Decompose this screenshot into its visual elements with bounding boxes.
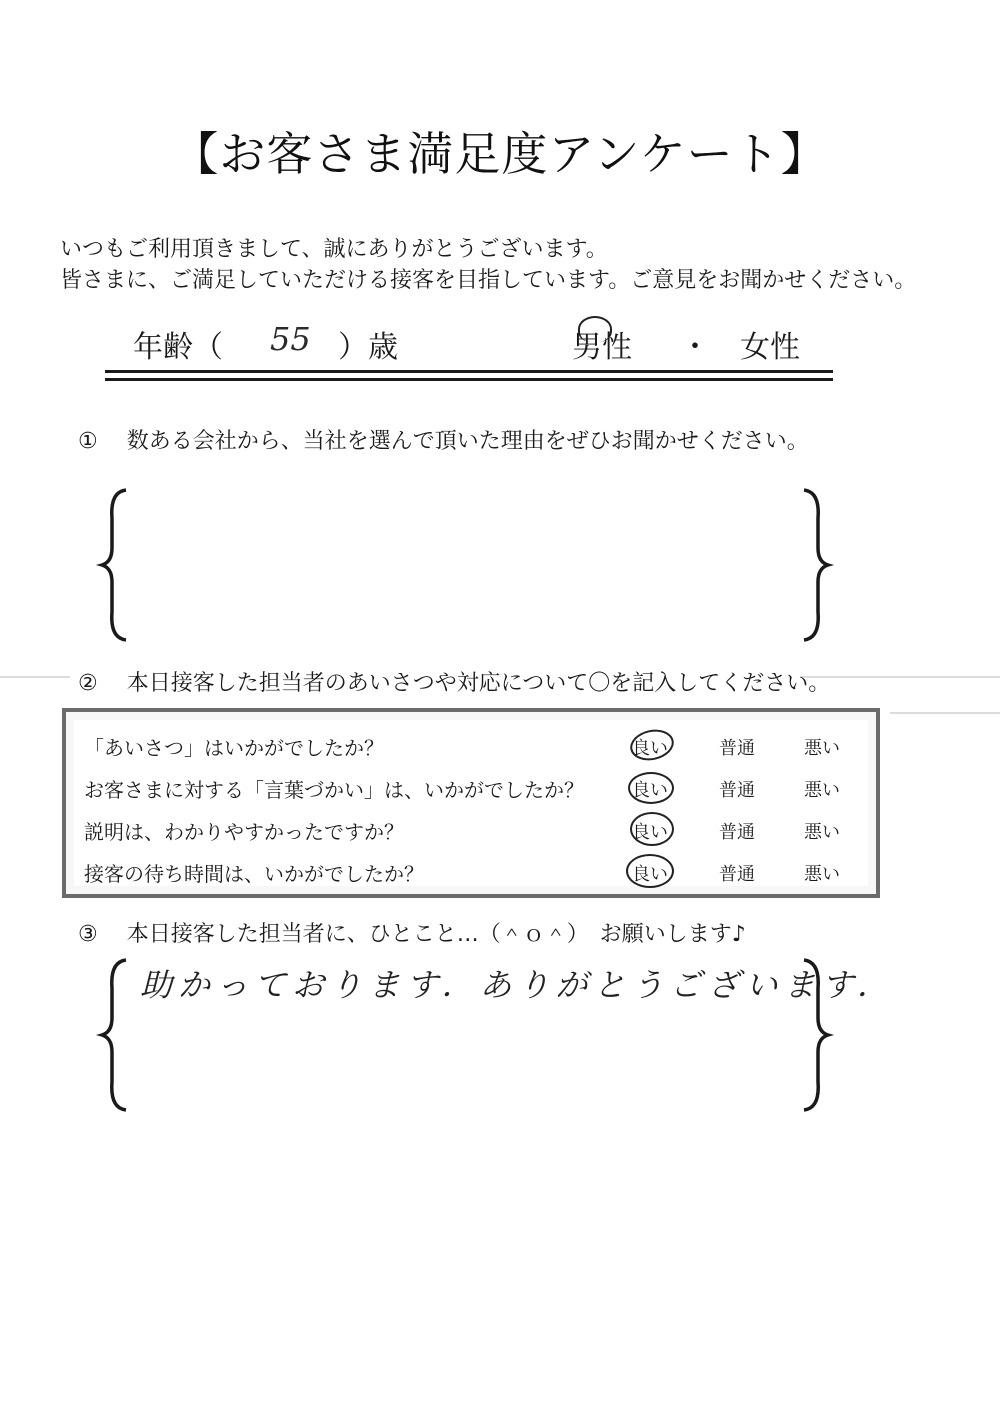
option-good[interactable]: 良い xyxy=(632,780,668,801)
selection-circle xyxy=(626,854,674,888)
intro-line-2: 皆さまに、ご満足していただける接客を目指しています。ご意見をお聞かせください。 xyxy=(60,268,917,293)
age-value[interactable]: 55 xyxy=(270,320,311,358)
option-average[interactable]: 普通 xyxy=(719,738,755,759)
survey-title: 【お客さま満足度アンケート】 xyxy=(172,127,828,181)
divider-rule-bottom xyxy=(105,378,833,381)
q3-prompt xyxy=(78,917,746,948)
option-good[interactable]: 良い xyxy=(632,864,668,885)
rating-table xyxy=(62,708,880,898)
q1-right-brace xyxy=(800,488,830,643)
rating-question: お客さまに対する「言葉づかい」は、いかがでしたか？ xyxy=(84,778,584,802)
rating-row xyxy=(74,768,868,808)
scan-artifact xyxy=(890,712,1000,714)
gender-separator: ・ xyxy=(680,330,710,365)
option-good[interactable]: 良い xyxy=(632,822,668,843)
age-label: 年齢（ xyxy=(133,330,223,365)
q2-number: ② xyxy=(78,671,98,696)
rating-question: 説明は、わかりやすかったですか？ xyxy=(84,820,404,844)
q2-prompt xyxy=(78,666,830,697)
q3-left-brace xyxy=(100,958,130,1113)
q1-prompt xyxy=(78,424,809,455)
selection-circle xyxy=(630,812,674,846)
selection-circle xyxy=(628,772,674,804)
q3-handwritten-answer[interactable]: 助かっております．ありがとうございます． xyxy=(140,966,895,1004)
q2-text: 本日接客した担当者のあいさつや対応について〇を記入してください。 xyxy=(126,671,831,696)
option-bad[interactable]: 悪い xyxy=(804,780,840,801)
option-bad[interactable]: 悪い xyxy=(804,738,840,759)
option-average[interactable]: 普通 xyxy=(719,822,755,843)
q1-answer-area[interactable] xyxy=(140,500,800,640)
q3-number: ③ xyxy=(78,922,98,947)
q1-text: 数ある会社から、当社を選んで頂いた理由をぜひお聞かせください。 xyxy=(126,429,809,454)
scan-artifact xyxy=(0,676,70,678)
rating-question: 接客の待ち時間は、いかがでしたか？ xyxy=(84,862,424,886)
option-average[interactable]: 普通 xyxy=(719,780,755,801)
option-bad[interactable]: 悪い xyxy=(804,864,840,885)
intro-line-1: いつもご利用頂きまして、誠にありがとうございます。 xyxy=(60,237,608,262)
rating-row xyxy=(74,810,868,850)
option-good[interactable]: 良い xyxy=(632,738,668,759)
gender-selected-circle xyxy=(578,316,612,342)
q3-right-brace xyxy=(800,958,830,1113)
q1-number: ① xyxy=(78,429,98,454)
option-average[interactable]: 普通 xyxy=(719,864,755,885)
divider-rule-top xyxy=(105,370,833,373)
q1-left-brace xyxy=(100,488,130,643)
rating-question: 「あいさつ」はいかがでしたか？ xyxy=(84,736,384,760)
age-suffix: ）歳 xyxy=(338,330,398,365)
rating-row xyxy=(74,726,868,766)
option-bad[interactable]: 悪い xyxy=(804,822,840,843)
rating-table-inner xyxy=(74,720,868,886)
rating-row xyxy=(74,852,868,892)
q3-text: 本日接客した担当者に、ひとこと…（＾ｏ＾） お願いします♪ xyxy=(126,922,746,947)
gender-male-option[interactable]: 男性 xyxy=(572,330,632,365)
gender-female-option[interactable]: 女性 xyxy=(740,330,800,365)
